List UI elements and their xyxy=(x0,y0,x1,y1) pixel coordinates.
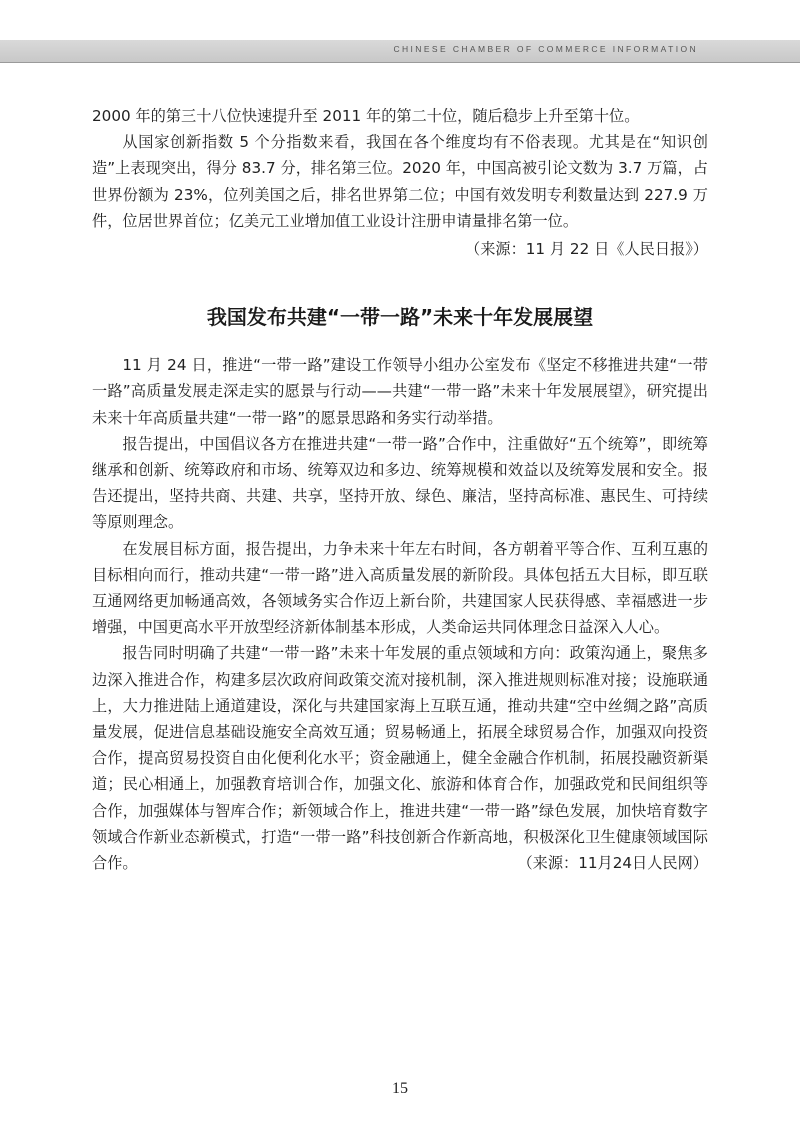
article2-paragraph-2: 报告提出，中国倡议各方在推进共建“一带一路”合作中，注重做好“五个统筹”，即统筹继承和创新、统筹政府和市场、统筹双边和多边、统筹规模和效益以及统筹发展和安全。报告还提出，坚持共商、共建、共享，坚持开放、绿色、廉洁，坚持高标准、惠民生、可持续等原则理念。 xyxy=(92,434,708,532)
article1-paragraph-1: 2000 年的第三十八位快速提升至 2011 年的第二十位，随后稳步上升至第十位。 xyxy=(92,107,640,125)
article2-paragraph-4-text: 报告同时明确了共建“一带一路”未来十年发展的重点领域和方向：政策沟通上，聚焦多边深入推进合作，构建多层次政府间政策交流对接机制，深入推进规则标准对接；设施联通上，大力推进陆上通道建设，深化与共建国家海上互联互通，推动共建“空中丝绸之路”高质量发展，促进信息基础设施安全高效互通；贸易畅通上，拓展全球贸易合作，加强双向投资合作，提高贸易投资自由化便利化水平；资金融通上，健全金融合作机制，拓展投融资新渠道；民心相通上，加强教育培训合作，加强文化、旅游和体育合作，加强政党和民间组织等合作，加强媒体与智库合作；新领域合作上，推进共建“一带一路”绿色发展，加快培育数字领域合作新业态新模式，打造“一带一路”科技创新合作新高地，积极深化卫生健康领域国际合作。 xyxy=(92,644,708,873)
article1-source: （来源：11 月 22 日《人民日报》） xyxy=(465,240,708,259)
article1-paragraph-2: 从国家创新指数 5 个分指数来看，我国在各个维度均有不俗表现。尤其是在“知识创造”上表现突出，得分 83.7 分，排名第三位。2020 年，中国高被引论文数为 3.7 万篇，占世界份额为 23%，位列美国之后，排名世界第二位；中国有效发明专利数量达到 227.9 万件，位居世界首位；亿美元工业增加值工业设计注册申请量排名第一位。 xyxy=(92,133,708,230)
header-band xyxy=(0,40,800,63)
page-number: 15 xyxy=(392,1080,408,1097)
article2-source: （来源：11月24日人民网） xyxy=(517,854,708,873)
page-content xyxy=(92,103,708,876)
article2-paragraph-3: 在发展目标方面，报告提出，力争未来十年左右时间，各方朝着平等合作、互利互惠的目标相向而行，推动共建“一带一路”进入高质量发展的新阶段。具体包括五大目标，即互联互通网络更加畅通高效，各领域务实合作迈上新台阶，共建国家人民获得感、幸福感进一步增强，中国更高水平开放型经济新体制基本形成，人类命运共同体理念日益深入人心。 xyxy=(92,539,708,637)
article2-title: 我国发布共建“一带一路”未来十年发展展望 xyxy=(206,305,594,330)
article2-paragraph-1: 11 月 24 日，推进“一带一路”建设工作领导小组办公室发布《坚定不移推进共建“一带一路”高质量发展走深走实的愿景与行动——共建“一带一路”未来十年发展展望》，研究提出未来十年高质量共建“一带一路”的愿景思路和务实行动举措。 xyxy=(92,356,708,427)
header-title: CHINESE CHAMBER OF COMMERCE INFORMATION xyxy=(393,44,698,54)
article2-paragraph-4 xyxy=(92,640,708,876)
